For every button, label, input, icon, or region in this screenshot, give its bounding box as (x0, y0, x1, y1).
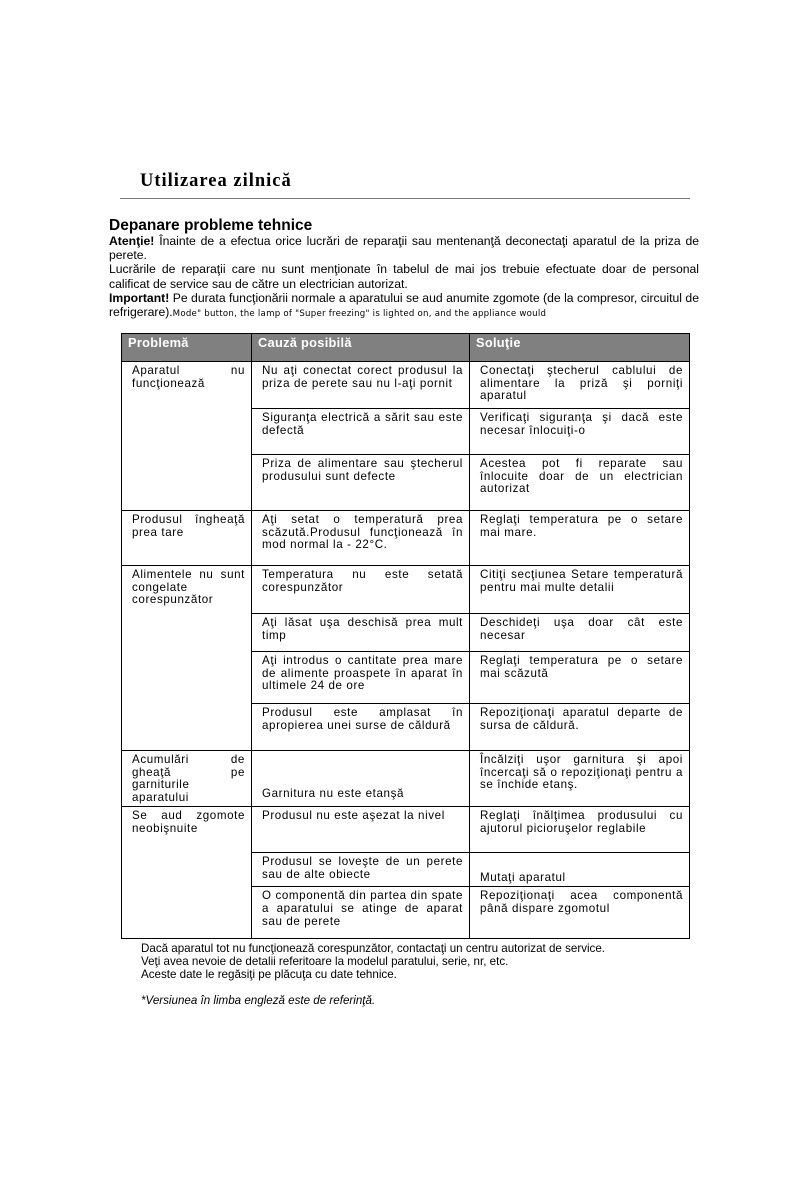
solution-cell: Acestea pot fi reparate sau înlocuite doar de un electrician autorizat (470, 455, 690, 511)
table-header-row (122, 334, 690, 362)
solution-cell: Reglaţi înălţimea produsului cu ajutorul picioruşelor reglabile (470, 807, 690, 853)
column-header-cause: Cauză posibilă (252, 334, 470, 362)
warning-paragraph (109, 234, 699, 262)
cause-cell: Produsul nu este aşezat la nivel (252, 807, 470, 853)
footer-line: Veţi avea nevoie de detalii referitoare la modelul paratului, serie, nr, etc. (141, 955, 509, 968)
solution-cell: Citiţi secţiunea Setare temperatură pentru mai multe detalii (470, 566, 690, 614)
cause-cell: Aţi setat o temperatură prea scăzută.Produsul funcţionează în mod normal la - 22°C. (252, 511, 470, 566)
reference-note: *Versiunea în limba engleză este de referinţă. (141, 994, 376, 1007)
table-row (122, 751, 690, 807)
important-paragraph (109, 291, 699, 321)
page-heading: Depanare probleme tehnice (109, 217, 313, 234)
repairs-paragraph: Lucrările de reparaţii care nu sunt menţionate în tabelul de mai jos trebuie efectuate doar de personal calificat de service sau de către un electrician autorizat. (109, 262, 699, 291)
problem-cell: Alimentele nu sunt congelate corespunzător (122, 566, 252, 751)
cause-cell: Nu aţi conectat corect produsul la priza de perete sau nu l-aţi pornit (252, 362, 470, 409)
cause-cell: Aţi lăsat uşa deschisă prea mult timp (252, 614, 470, 652)
column-header-solution: Soluţie (470, 334, 690, 362)
solution-cell: Repoziţionaţi acea componentă până dispare zgomotul (470, 887, 690, 939)
solution-cell: Reglaţi temperatura pe o setare mai mare. (470, 511, 690, 566)
table-row (122, 566, 690, 614)
cause-cell: Produsul se loveşte de un perete sau de alte obiecte (252, 853, 470, 887)
solution-cell: Încălziţi uşor garnitura şi apoi încercaţi să o repoziţionaţi pentru a se închide etanş. (470, 751, 690, 807)
solution-cell: Deschideţi uşa doar cât este necesar (470, 614, 690, 652)
cause-cell: Siguranţa electrică a sărit sau este defectă (252, 409, 470, 455)
solution-cell: Conectaţi ştecherul cablului de alimentare la priză şi porniţi aparatul (470, 362, 690, 409)
intro-block (109, 218, 699, 321)
warning-label: Atenţie! (109, 234, 155, 248)
stray-overlap-text: Mode" button, the lamp of "Super freezing" is lighted on, and the appliance would (172, 309, 547, 320)
cause-cell: Temperatura nu este setată corespunzător (252, 566, 470, 614)
table-row (122, 807, 690, 853)
cause-cell: Priza de alimentare sau ştecherul produsului sunt defecte (252, 455, 470, 511)
cause-cell: Aţi introdus o cantitate prea mare de alimente proaspete în aparat în ultimele 24 de ore (252, 652, 470, 704)
title-divider (120, 198, 690, 199)
warning-text: Înainte de a efectua orice lucrări de reparaţii sau mentenanţă deconectaţi aparatul de la priza de perete. (109, 234, 700, 263)
solution-cell: Reglaţi temperatura pe o setare mai scăzută (470, 652, 690, 704)
troubleshooting-table (121, 333, 690, 939)
problem-cell: Produsul îngheaţă prea tare (122, 511, 252, 566)
cause-cell: Garnitura nu este etanşă (252, 751, 470, 807)
solution-cell: Mutaţi aparatul (470, 853, 690, 887)
important-text: Pe durata funcţionării normale a aparatului se aud anumite zgomote (de la compresor, circuitul de refrigerare). (109, 290, 699, 320)
solution-cell: Verificaţi siguranţa şi dacă este necesar înlocuiţi-o (470, 409, 690, 455)
important-label: Important! (109, 290, 170, 305)
problem-cell: Aparatul nu funcţionează (122, 362, 252, 511)
table-row (122, 362, 690, 409)
problem-cell: Acumulări de gheaţă pe garniturile aparatului (122, 751, 252, 807)
footer-notes (141, 942, 701, 981)
footer-line: Dacă aparatul tot nu funcţionează corespunzător, contactaţi un centru autorizat de service. (141, 942, 606, 955)
cause-cell: Produsul este amplasat în apropierea unei surse de căldură (252, 704, 470, 751)
column-header-problem: Problemă (122, 334, 252, 362)
problem-cell: Se aud zgomote neobişnuite (122, 807, 252, 939)
solution-cell: Repoziţionaţi aparatul departe de sursa de căldură. (470, 704, 690, 751)
footer-line: Aceste date le regăsiţi pe plăcuţa cu date tehnice. (141, 968, 397, 981)
cause-cell: O componentă din partea din spate a aparatului se atinge de aparat sau de perete (252, 887, 470, 939)
section-title: Utilizarea zilnică (140, 171, 292, 191)
table-row (122, 511, 690, 566)
